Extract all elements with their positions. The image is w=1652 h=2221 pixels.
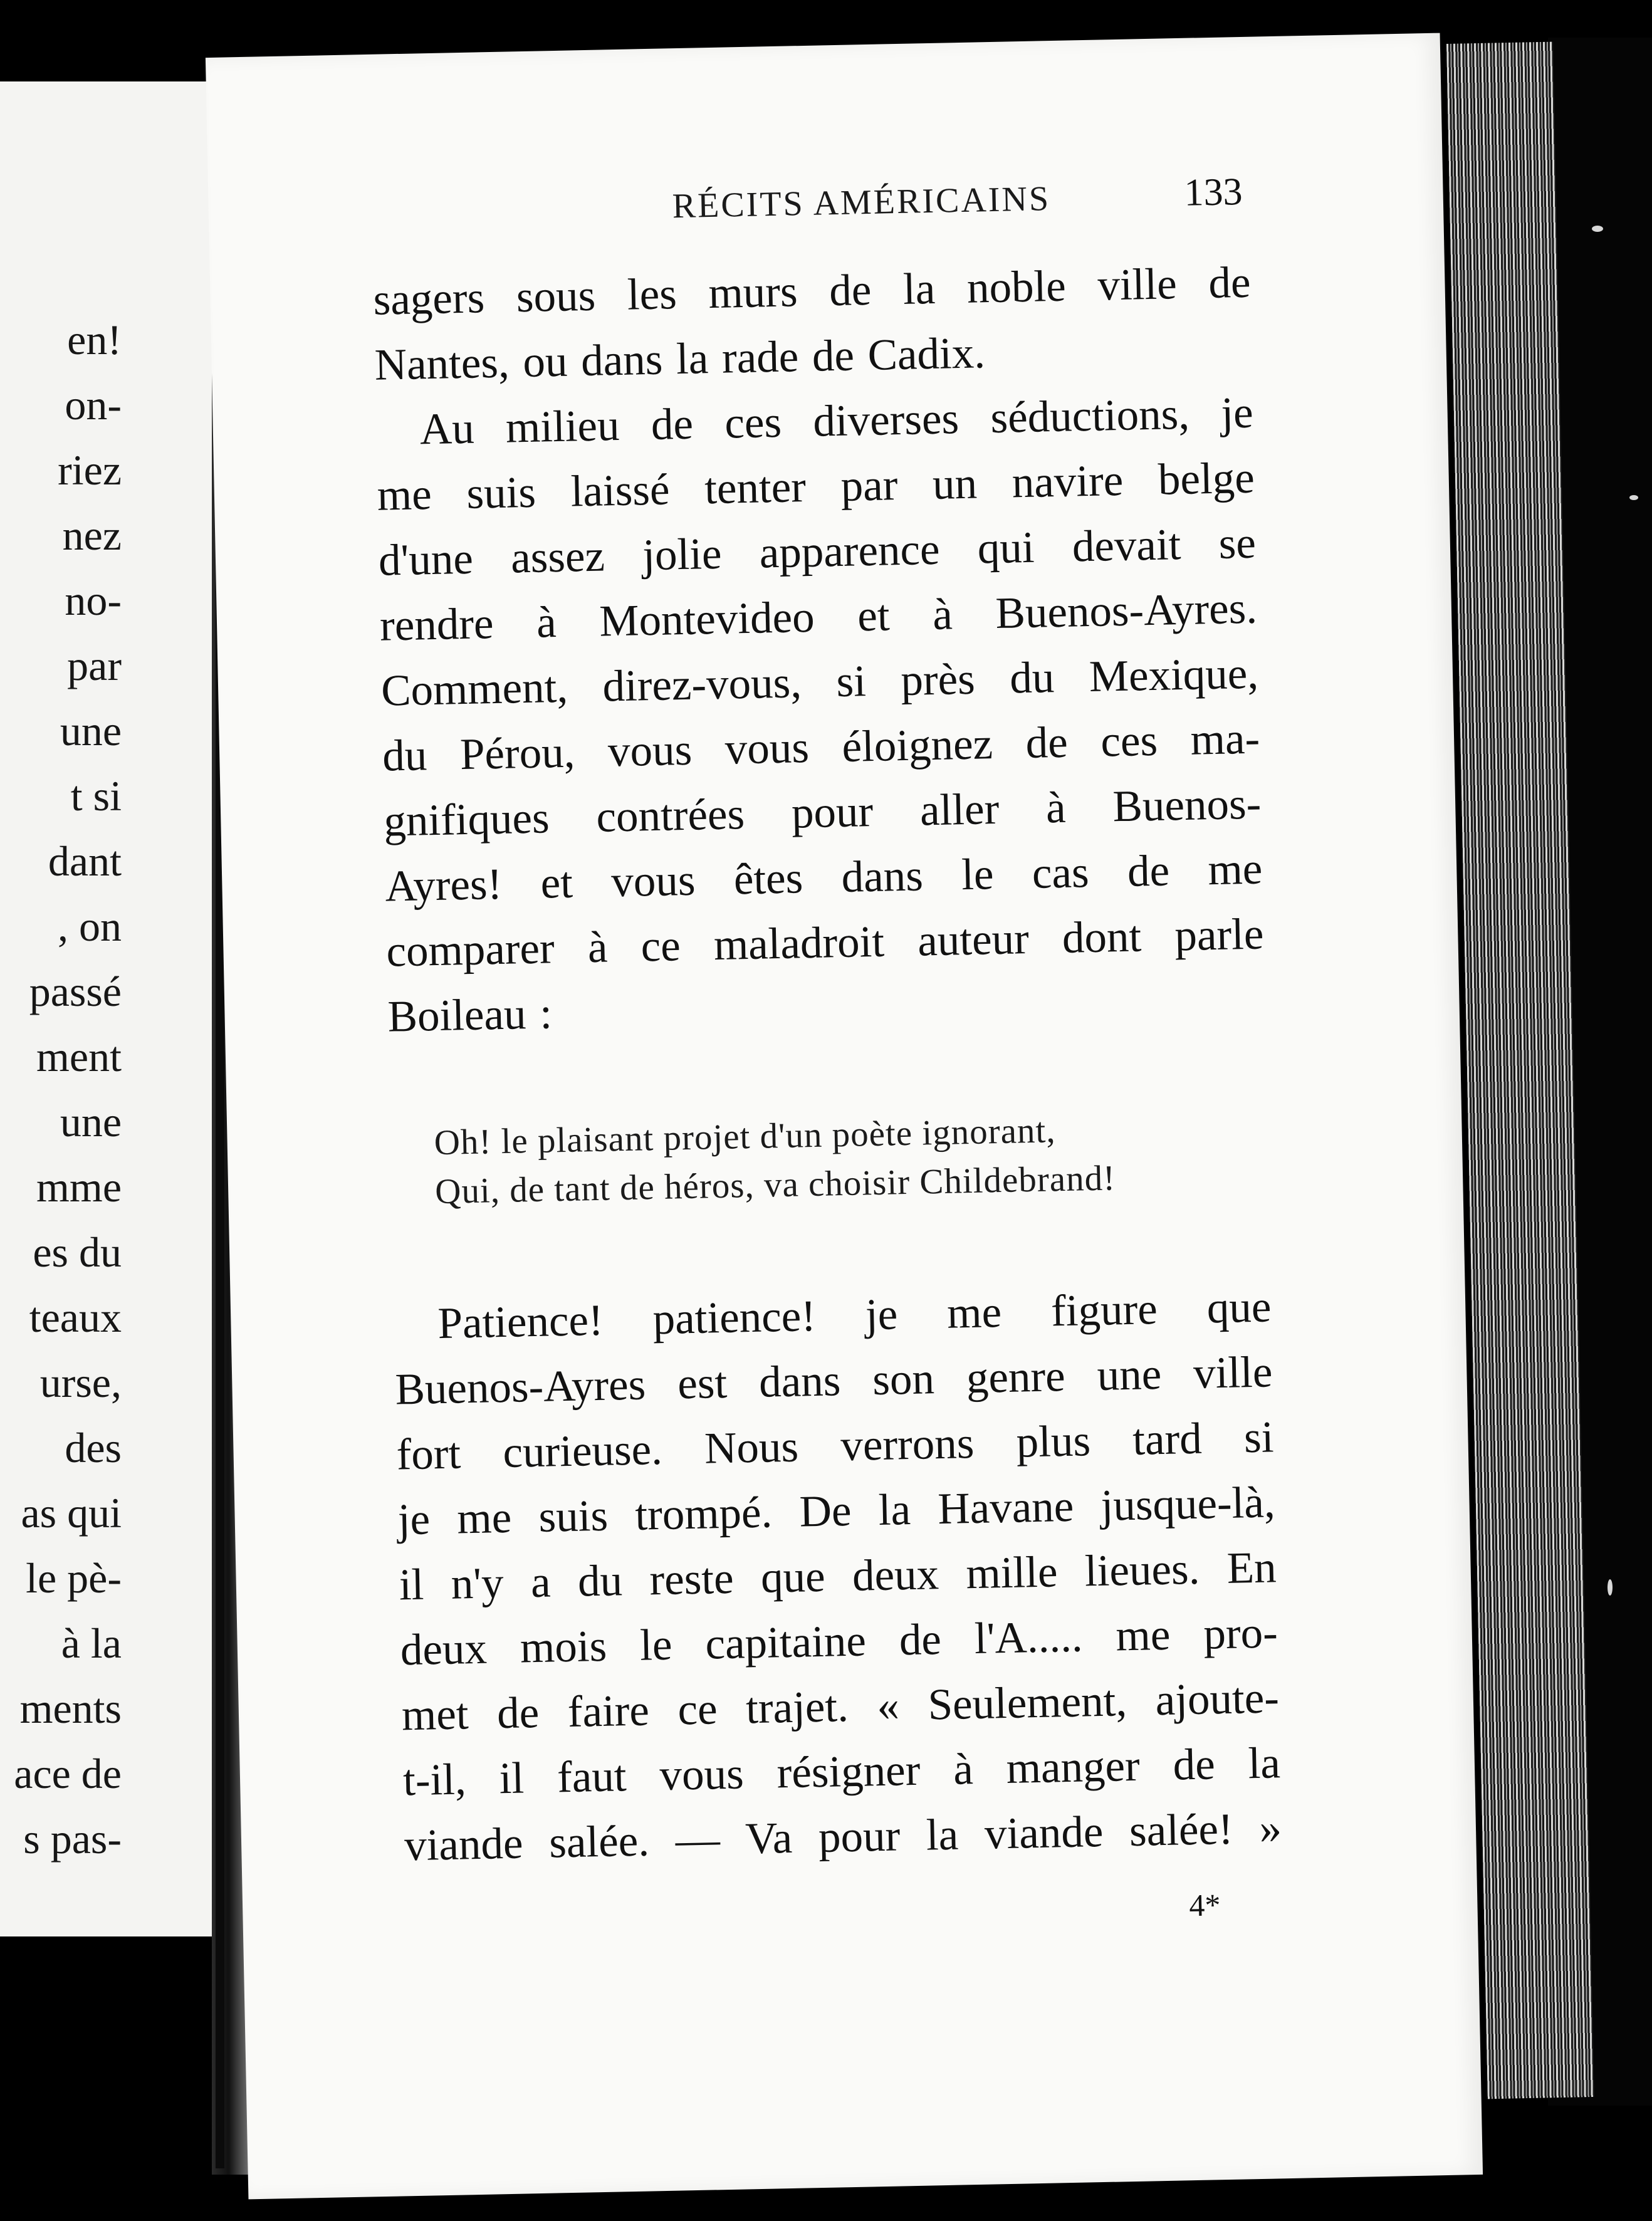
page-number: 133	[1183, 170, 1243, 214]
scan-speck	[1592, 226, 1603, 232]
left-line: no-	[65, 577, 122, 624]
text-line: Ayres! et vous êtes dans le cas de me	[384, 844, 1263, 911]
left-line: teaux	[29, 1293, 122, 1341]
text-line: fort curieuse. Nous verrons plus tard si	[395, 1413, 1275, 1480]
text-line: t-il, il faut vous résigner à manger de la	[402, 1738, 1281, 1806]
left-line: le pè-	[26, 1554, 122, 1602]
scan-speck	[1629, 495, 1638, 500]
scan-speck	[1608, 1579, 1613, 1596]
text-line: gnifiques contrées pour aller à Buenos-	[383, 779, 1262, 846]
left-line: dant	[48, 837, 122, 885]
left-line: s pas-	[23, 1815, 122, 1863]
text-line: sagers sous les murs de la noble ville de	[372, 258, 1252, 325]
text-line: Nantes, ou dans la rade de Cadix.	[374, 328, 986, 390]
verse-line: Oh! le plaisant projet d'un poète ignorant,	[434, 1110, 1057, 1163]
signature-mark: 4*	[1188, 1887, 1221, 1923]
left-line: t si	[70, 772, 122, 820]
text-line: Comment, direz-vous, si près du Mexique,	[380, 649, 1259, 716]
left-line: as qui	[21, 1489, 122, 1537]
left-line: ace de	[14, 1750, 122, 1797]
running-head	[371, 170, 1249, 243]
verse-quotation	[434, 1102, 1269, 1216]
left-line: une	[60, 1098, 122, 1146]
text-line: viande salée. — Va pour la viande salée! »	[404, 1804, 1282, 1871]
text-line: Boileau :	[387, 989, 553, 1042]
body-text	[373, 250, 1266, 1050]
right-page	[206, 33, 1483, 2200]
left-line: une	[60, 707, 122, 755]
text-line: du Pérou, vous vous éloignez de ces ma-	[382, 714, 1260, 781]
left-line: des	[65, 1424, 122, 1471]
left-line: par	[67, 642, 122, 689]
text-line: me suis laissé tenter par un navire belge	[377, 453, 1255, 520]
body-text-continued	[393, 1274, 1282, 1878]
text-line: deux mois le capitaine de l'A..... me pro-	[400, 1608, 1278, 1675]
left-line: nez	[62, 511, 122, 559]
left-line: mme	[36, 1163, 122, 1211]
left-line: ments	[19, 1685, 122, 1732]
text-line: comparer à ce maladroit auteur dont parle	[385, 909, 1265, 976]
text-line: d'une assez jolie apparence qui devait se	[378, 518, 1257, 585]
verse-line: Qui, de tant de héros, va choisir Childebrand!	[434, 1158, 1116, 1212]
left-line: es du	[33, 1228, 122, 1276]
text-line: rendre à Montevideo et à Buenos-Ayres.	[379, 583, 1258, 651]
left-line: urse,	[39, 1359, 122, 1406]
text-line: il n'y a du reste que deux mille lieues. En	[399, 1543, 1277, 1610]
left-line: ment	[36, 1033, 122, 1080]
left-line: en!	[67, 316, 122, 363]
left-line: riez	[58, 446, 122, 494]
text-line: je me suis trompé. De la Havane jusque-là,	[397, 1478, 1276, 1545]
left-facing-page	[0, 81, 233, 1936]
left-line: , on	[58, 902, 122, 950]
text-line: Au milieu de ces diverses séductions, je	[419, 388, 1254, 454]
left-line: passé	[29, 968, 122, 1015]
left-line: à la	[61, 1619, 122, 1667]
page-content	[369, 37, 1282, 1923]
running-head-title: RÉCITS AMÉRICAINS	[672, 179, 1051, 226]
left-line: on-	[65, 381, 122, 429]
text-line: Buenos-Ayres est dans son genre une ville	[394, 1347, 1273, 1414]
text-line: met de faire ce trajet. « Seulement, ajoute-	[401, 1673, 1280, 1740]
text-line: Patience! patience! je me figure que	[437, 1282, 1272, 1349]
